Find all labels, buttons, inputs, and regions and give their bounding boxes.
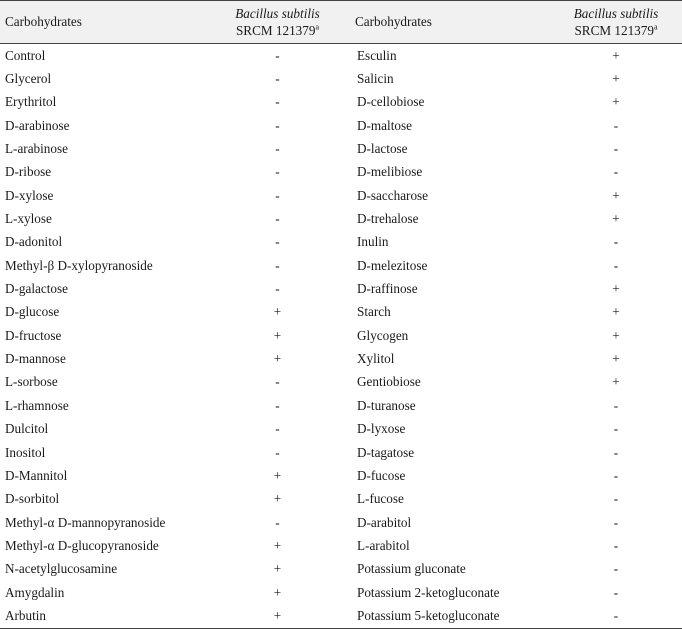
right-carbohydrate-name: D-raffinose <box>357 281 418 297</box>
table-header <box>0 1 682 44</box>
header-row <box>0 1 682 44</box>
header-organism-right <box>550 1 682 44</box>
right-result: - <box>613 257 619 273</box>
left-result: - <box>275 141 280 157</box>
right-result: + <box>612 304 620 320</box>
right-carbohydrate-name: Starch <box>357 304 391 320</box>
organism-strain: SRCM 121379 <box>235 23 316 38</box>
table-row <box>0 324 682 347</box>
table-row <box>0 301 682 324</box>
organism-species: Bacillus subtilis <box>235 6 320 21</box>
table-row <box>0 114 682 137</box>
left-carbohydrate-name: Dulcitol <box>5 421 49 437</box>
left-carbohydrate-name: Inositol <box>5 444 46 460</box>
right-result: + <box>612 211 620 227</box>
right-result: - <box>613 584 619 600</box>
left-result: + <box>273 584 282 600</box>
left-result: - <box>275 47 280 63</box>
left-carbohydrate-name: D-xylose <box>5 187 54 203</box>
right-carbohydrate-name: D-saccharose <box>357 187 429 203</box>
left-result: + <box>273 561 282 577</box>
right-carbohydrate-name: D-arabitol <box>357 514 412 530</box>
left-carbohydrate-name: L-arabinose <box>5 141 68 157</box>
right-carbohydrate-name: Glycogen <box>357 327 409 343</box>
left-carbohydrate-name: Arbutin <box>0 604 205 628</box>
right-carbohydrate-name: Salicin <box>357 71 394 87</box>
left-result: - <box>275 374 280 390</box>
left-carbohydrate-name: D-sorbitol <box>5 491 60 507</box>
table-row <box>0 511 682 534</box>
left-result: - <box>275 421 280 437</box>
right-result: - <box>613 491 619 507</box>
left-carbohydrate-name: Control <box>5 47 46 63</box>
left-carbohydrate-name: D-Mannitol <box>5 467 68 483</box>
organism-footnote-mark: a <box>653 22 658 32</box>
right-result: - <box>613 421 619 437</box>
right-result: + <box>612 187 620 203</box>
right-carbohydrate-name: D-maltose <box>357 117 412 133</box>
table-row <box>0 441 682 464</box>
right-result: + <box>612 327 620 343</box>
right-carbohydrate-name: Inulin <box>357 234 389 250</box>
header-carbohydrates-right: Carbohydrates <box>350 1 550 44</box>
left-carbohydrate-name: D-fructose <box>5 327 62 343</box>
left-carbohydrate-name: L-xylose <box>5 211 52 227</box>
left-carbohydrate-name: Glycerol <box>5 71 52 87</box>
right-carbohydrate-name: L-fucose <box>357 491 404 507</box>
table-row <box>0 604 682 628</box>
right-carbohydrate-name: Esculin <box>357 47 397 63</box>
right-result: - <box>613 164 619 180</box>
table-row <box>0 418 682 441</box>
left-result: - <box>275 117 280 133</box>
organism-strain: SRCM 121379 <box>574 23 654 38</box>
right-result: + <box>612 71 620 87</box>
left-result: - <box>275 234 280 250</box>
organism-species: Bacillus subtilis <box>573 6 659 21</box>
left-carbohydrate-name: D-galactose <box>5 281 68 297</box>
right-result: + <box>612 94 620 110</box>
right-carbohydrate-name: Potassium 5-ketogluconate <box>350 604 550 628</box>
right-result: - <box>613 514 619 530</box>
table-row <box>0 91 682 114</box>
left-result: - <box>275 211 280 227</box>
left-result: - <box>275 164 280 180</box>
left-result: - <box>275 397 280 413</box>
table-row <box>0 464 682 487</box>
left-result: + <box>273 351 282 367</box>
right-result: - <box>550 604 682 628</box>
right-result: + <box>612 374 620 390</box>
right-result: - <box>613 444 619 460</box>
left-carbohydrate-name: Erythritol <box>5 94 57 110</box>
left-result: - <box>275 187 280 203</box>
table-row <box>0 347 682 370</box>
table-body <box>0 44 682 629</box>
left-carbohydrate-name: Methyl-α D-mannopyranoside <box>5 514 166 530</box>
right-carbohydrate-name: D-melibiose <box>357 164 423 180</box>
right-carbohydrate-name: D-lactose <box>357 141 408 157</box>
left-carbohydrate-name: L-sorbose <box>5 374 58 390</box>
right-carbohydrate-name: D-trehalose <box>357 211 419 227</box>
right-result: + <box>612 351 620 367</box>
left-result: + <box>273 537 282 553</box>
table-row <box>0 371 682 394</box>
header-organism-left <box>205 1 350 44</box>
table-row <box>0 67 682 90</box>
left-result: - <box>275 71 280 87</box>
table-row <box>0 534 682 557</box>
left-result: + <box>205 604 350 628</box>
left-carbohydrate-name: Methyl-β D-xylopyranoside <box>5 257 153 273</box>
left-result: - <box>275 281 280 297</box>
right-result: + <box>612 281 620 297</box>
right-carbohydrate-name: D-cellobiose <box>357 94 425 110</box>
table-row <box>0 231 682 254</box>
left-carbohydrate-name: L-rhamnose <box>5 397 69 413</box>
table-row <box>0 207 682 230</box>
right-carbohydrate-name: Potassium 2-ketogluconate <box>357 584 500 600</box>
right-result: - <box>613 561 619 577</box>
table-row <box>0 581 682 604</box>
right-carbohydrate-name: D-tagatose <box>357 444 415 460</box>
left-carbohydrate-name: N-acetylglucosamine <box>5 561 118 577</box>
right-result: - <box>613 397 619 413</box>
left-result: + <box>273 327 282 343</box>
left-carbohydrate-name: Amygdalin <box>5 584 65 600</box>
table-row <box>0 558 682 581</box>
left-result: - <box>275 257 280 273</box>
left-result: - <box>275 514 280 530</box>
right-result: - <box>613 467 619 483</box>
right-carbohydrate-name: Gentiobiose <box>357 374 421 390</box>
right-carbohydrate-name: L-arabitol <box>357 537 410 553</box>
table-row <box>0 488 682 511</box>
right-carbohydrate-name: D-melezitose <box>357 257 428 273</box>
right-result: + <box>612 47 620 63</box>
left-result: - <box>275 94 280 110</box>
table-row <box>0 277 682 300</box>
left-carbohydrate-name: D-adonitol <box>5 234 63 250</box>
left-result: - <box>275 444 280 460</box>
left-carbohydrate-name: D-arabinose <box>5 117 70 133</box>
left-result: + <box>273 491 282 507</box>
right-carbohydrate-name: D-lyxose <box>357 421 406 437</box>
left-carbohydrate-name: D-glucose <box>5 304 60 320</box>
table-row <box>0 254 682 277</box>
left-carbohydrate-name: Methyl-α D-glucopyranoside <box>5 537 159 553</box>
left-result: + <box>273 304 282 320</box>
header-carbohydrates-left: Carbohydrates <box>0 1 205 44</box>
right-result: - <box>613 234 619 250</box>
left-carbohydrate-name: D-ribose <box>5 164 52 180</box>
table-row <box>0 137 682 160</box>
right-result: - <box>613 117 619 133</box>
table-row <box>0 184 682 207</box>
right-carbohydrate-name: D-turanose <box>357 397 416 413</box>
organism-footnote-mark: a <box>315 22 320 32</box>
left-result: + <box>273 467 282 483</box>
right-carbohydrate-name: Potassium gluconate <box>357 561 466 577</box>
left-carbohydrate-name: D-mannose <box>5 351 66 367</box>
table-row <box>0 44 682 68</box>
right-carbohydrate-name: Xylitol <box>357 351 395 367</box>
table-row <box>0 394 682 417</box>
table-row <box>0 161 682 184</box>
right-result: - <box>613 537 619 553</box>
right-result: - <box>613 141 619 157</box>
right-carbohydrate-name: D-fucose <box>357 467 406 483</box>
